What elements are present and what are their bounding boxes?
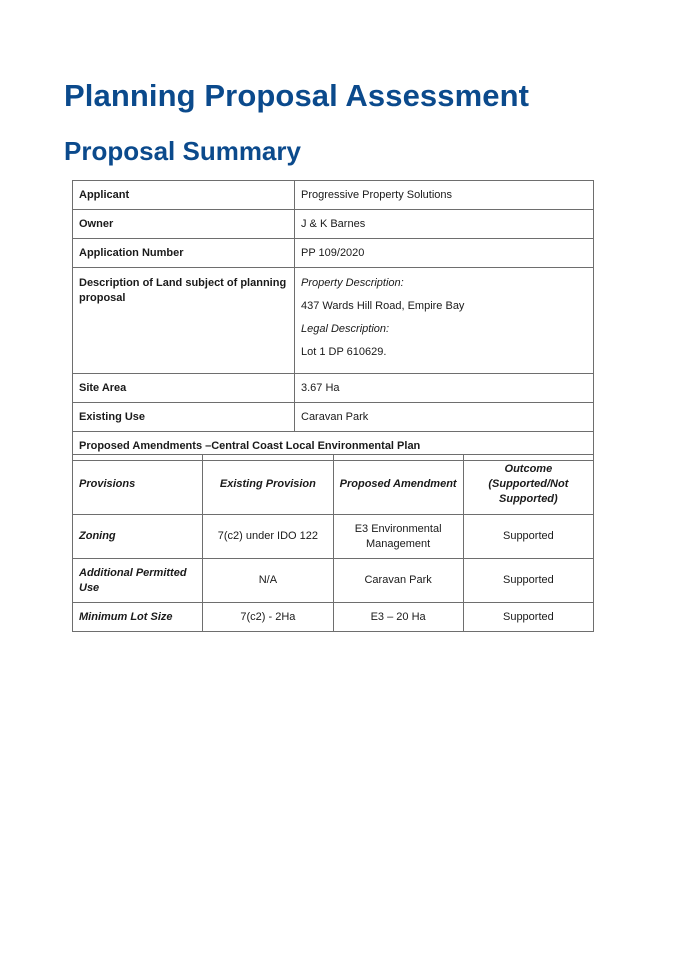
legal-description-heading: Legal Description: [301,323,390,335]
legal-description-value: Lot 1 DP 610629. [301,346,387,358]
owner-label: Owner [73,210,295,239]
table-row [73,374,594,403]
header-existing-provision: Existing Provision [203,455,333,515]
section-title: Proposal Summary [64,136,301,166]
land-description-label: Description of Land subject of planning proposal [73,268,295,374]
site-area-label: Site Area [73,374,295,403]
header-outcome: Outcome (Supported/Not Supported) [463,455,593,515]
header-proposed-amendment: Proposed Amendment [333,455,463,515]
amendments-heading: Proposed Amendments –Central Coast Local Environmental Plan [73,432,594,461]
existing-cell: 7(c2) under IDO 122 [203,515,333,559]
provision-cell: Minimum Lot Size [73,603,203,632]
property-description-value: 437 Wards Hill Road, Empire Bay [301,300,465,312]
application-number-label: Application Number [73,239,295,268]
table-row [73,515,594,559]
table-row [73,403,594,432]
outcome-cell: Supported [463,603,593,632]
table-row [73,268,594,374]
outcome-cell: Supported [463,559,593,603]
site-area-value: 3.67 Ha [295,374,594,403]
land-description-value [295,268,594,374]
property-description-heading: Property Description: [301,277,404,289]
existing-cell: 7(c2) - 2Ha [203,603,333,632]
applicant-label: Applicant [73,181,295,210]
proposed-cell: E3 – 20 Ha [333,603,463,632]
existing-use-label: Existing Use [73,403,295,432]
applicant-value: Progressive Property Solutions [295,181,594,210]
proposed-cell: Caravan Park [333,559,463,603]
table-row [73,210,594,239]
table-row [73,181,594,210]
outcome-cell: Supported [463,515,593,559]
proposed-cell: E3 Environmental Management [333,515,463,559]
application-number-value: PP 109/2020 [295,239,594,268]
proposal-summary-table [72,180,594,461]
table-row [73,559,594,603]
header-provisions: Provisions [73,455,203,515]
amendments-table [72,454,594,632]
owner-value: J & K Barnes [295,210,594,239]
table-header-row [73,455,594,515]
provision-cell: Additional Permitted Use [73,559,203,603]
existing-use-value: Caravan Park [295,403,594,432]
table-row [73,603,594,632]
provision-cell: Zoning [73,515,203,559]
page-title: Planning Proposal Assessment [64,78,530,113]
table-row [73,239,594,268]
existing-cell: N/A [203,559,333,603]
